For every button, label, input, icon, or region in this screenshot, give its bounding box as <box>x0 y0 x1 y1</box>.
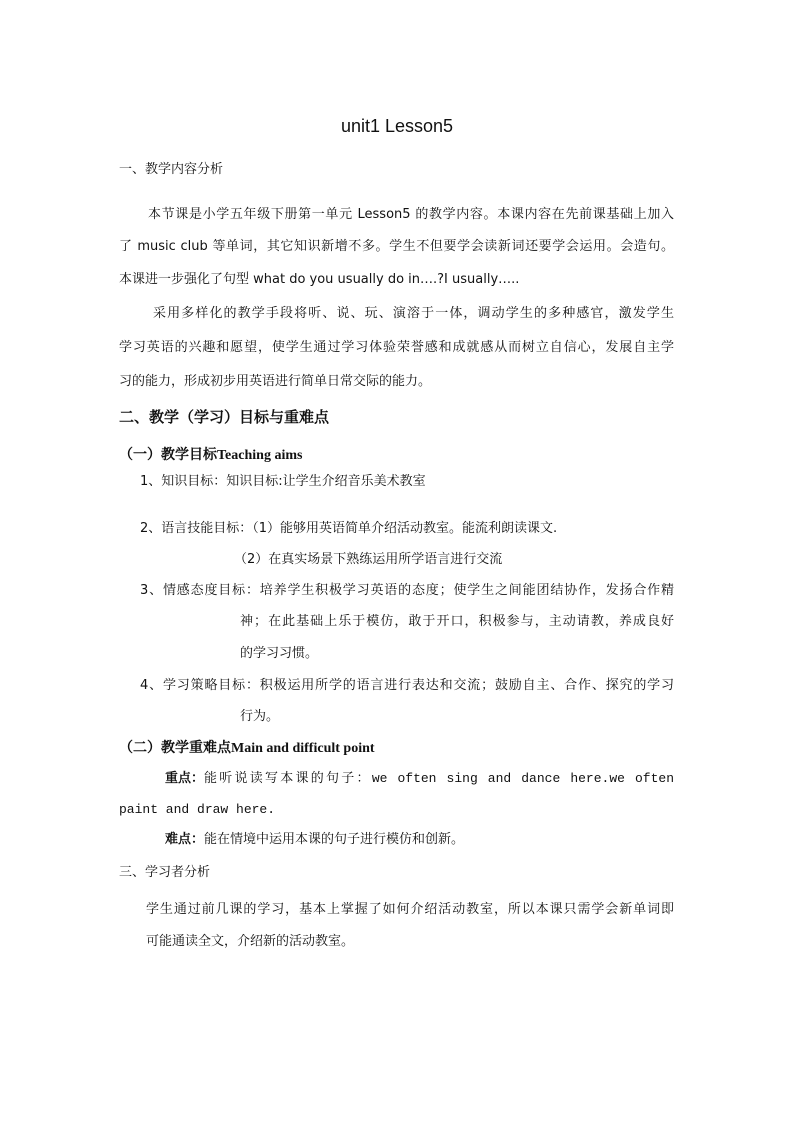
objective-line: 的学习习惯。 <box>240 646 319 661</box>
difficult-point-line <box>165 831 464 849</box>
objective-line: 4、学习策略目标：积极运用所学的语言进行表达和交流；鼓励自主、合作、探究的学习 <box>140 678 674 693</box>
paragraph-line: 学生通过前几课的学习，基本上掌握了如何介绍活动教室，所以本课只需学会新单词即 <box>146 902 674 917</box>
subsection-heading-en: Teaching aims <box>217 448 303 463</box>
objective-line: （2）在真实场景下熟练运用所学语言进行交流 <box>234 552 503 567</box>
objective-line: 行为。 <box>240 709 280 724</box>
objective-line: 神；在此基础上乐于模仿，敢于开口，积极参与，主动请教，养成良好 <box>240 614 674 629</box>
difficult-point-label: 难点： <box>165 832 205 847</box>
section-heading-content-analysis: 一、教学内容分析 <box>119 162 224 177</box>
paragraph-line: 本节课是小学五年级下册第一单元 Lesson5 的教学内容。本课内容在先前课基础上加入 <box>148 207 674 222</box>
document-title: unit1 Lesson5 <box>340 116 454 136</box>
paragraph-line: 习的能力，形成初步用英语进行简单日常交际的能力。 <box>119 374 432 389</box>
subsection-heading-cn: （二）教学重难点 <box>119 740 231 756</box>
subsection-heading-en: Main and difficult point <box>231 741 375 756</box>
paragraph-line: 采用多样化的教学手段将听、说、玩、演溶于一体，调动学生的多种感官，激发学生 <box>153 306 674 321</box>
section-heading-learner-analysis: 三、学习者分析 <box>119 865 211 880</box>
subsection-heading-teaching-aims <box>119 446 302 465</box>
section-heading-objectives: 二、教学（学习）目标与重难点 <box>119 408 330 426</box>
key-point-text-cont: paint and draw here. <box>119 802 276 817</box>
objective-item-knowledge: 1、知识目标：知识目标:让学生介绍音乐美术教室 <box>140 474 426 489</box>
objective-line: 3、情感态度目标：培养学生积极学习英语的态度；使学生之间能团结协作，发扬合作精 <box>140 583 674 598</box>
paragraph-line: 本课进一步强化了句型 what do you usually do in….?I usually….. <box>119 272 520 287</box>
objective-line: 2、语言技能目标：（1）能够用英语简单介绍活动教室。能流利朗读课文. <box>140 521 558 536</box>
subsection-heading-cn: （一）教学目标 <box>119 447 217 463</box>
key-point-label: 重点： <box>165 771 205 786</box>
subsection-heading-key-points <box>119 739 375 758</box>
difficult-point-text: 能在情境中运用本课的句子进行模仿和创新。 <box>204 832 465 847</box>
paragraph-line: 学习英语的兴趣和愿望，使学生通过学习体验荣誉感和成就感从而树立自信心，发展自主学 <box>119 340 674 355</box>
key-point-line <box>165 770 674 788</box>
key-point-text: 能听说读写本课的句子：we often sing and dance here.we often <box>204 771 674 786</box>
paragraph-line: 了 music club 等单词，其它知识新增不多。学生不但要学会读新词还要学会运用。会造句。 <box>119 239 674 254</box>
paragraph-line: 可能通读全文，介绍新的活动教室。 <box>146 934 355 949</box>
